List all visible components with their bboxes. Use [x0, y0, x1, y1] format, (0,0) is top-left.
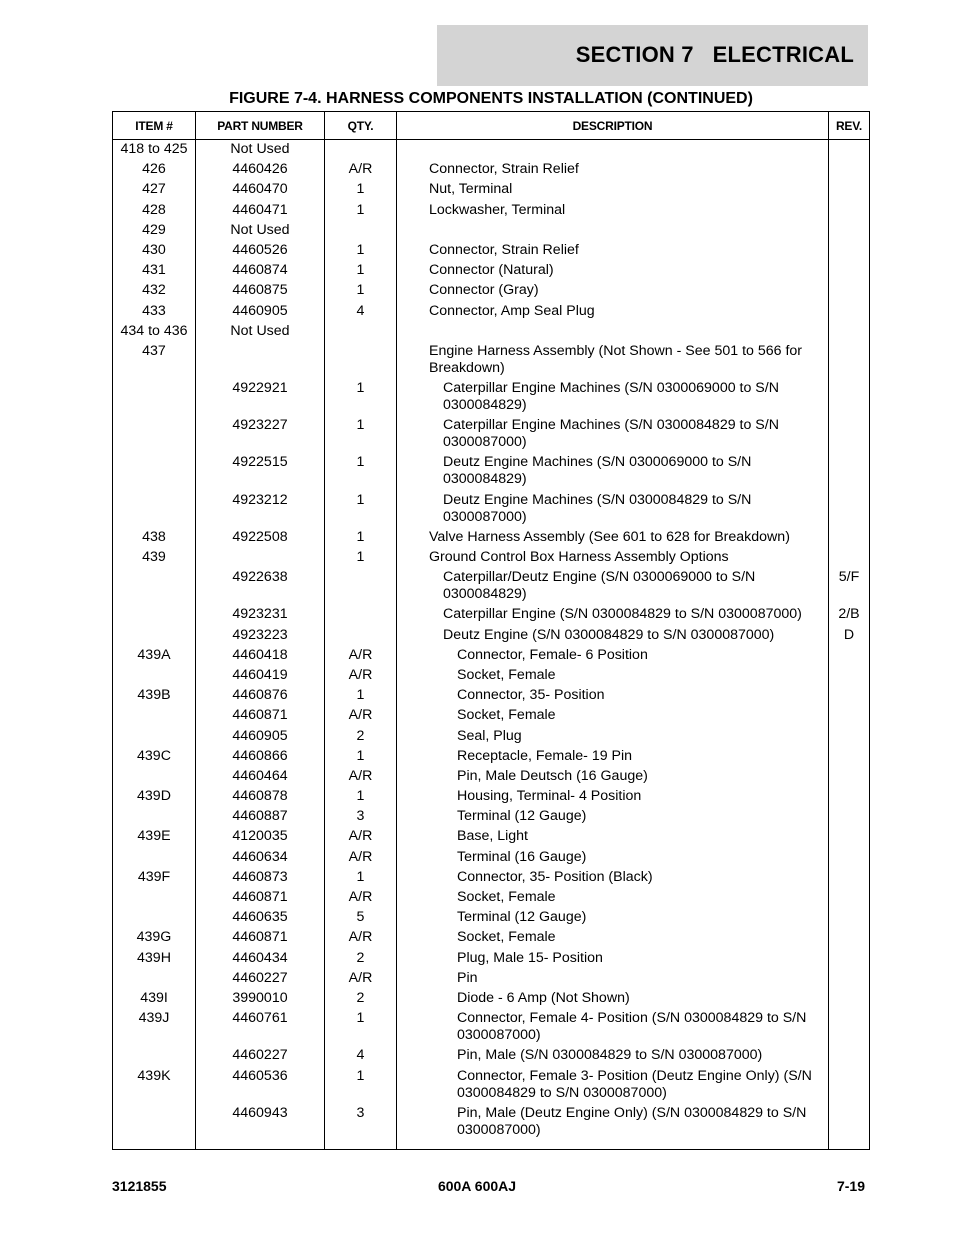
- cell-item-number: 439H: [113, 948, 196, 968]
- cell-description: Deutz Engine Machines (S/N 0300069000 to S/N 0300084829): [397, 453, 829, 490]
- table-row: [113, 453, 870, 490]
- cell-item-number: 429: [113, 220, 196, 240]
- table-row: [113, 301, 870, 321]
- cell-description: Connector, Female 3- Position (Deutz Engine Only) (S/N 0300084829 to S/N 0300087000): [397, 1066, 829, 1103]
- cell-quantity: 2: [325, 988, 397, 1008]
- cell-item-number: [113, 766, 196, 786]
- footer-doc-number: 3121855: [112, 1178, 167, 1194]
- cell-item-number: [113, 625, 196, 645]
- table-row: [113, 867, 870, 887]
- cell-item-number: [113, 726, 196, 746]
- cell-item-number: 439D: [113, 786, 196, 806]
- table-row: [113, 928, 870, 948]
- cell-quantity: 1: [325, 786, 397, 806]
- cell-item-number: [113, 1103, 196, 1149]
- cell-revision: [829, 908, 870, 928]
- cell-quantity: 1: [325, 200, 397, 220]
- cell-part-number: 4460875: [196, 281, 325, 301]
- cell-item-number: 439G: [113, 928, 196, 948]
- cell-description: Connector (Gray): [397, 281, 829, 301]
- table-row: [113, 766, 870, 786]
- table-row: [113, 378, 870, 415]
- cell-item-number: 434 to 436: [113, 321, 196, 341]
- cell-description: Connector, Female 4- Position (S/N 0300084829 to S/N 0300087000): [397, 1009, 829, 1046]
- cell-revision: [829, 807, 870, 827]
- cell-description: Terminal (16 Gauge): [397, 847, 829, 867]
- table-row: [113, 568, 870, 605]
- table-row: [113, 968, 870, 988]
- cell-part-number: 4460943: [196, 1103, 325, 1149]
- cell-item-number: 439F: [113, 867, 196, 887]
- cell-revision: [829, 1066, 870, 1103]
- table-row: [113, 625, 870, 645]
- cell-part-number: 4460227: [196, 1046, 325, 1066]
- cell-item-number: 439I: [113, 988, 196, 1008]
- table-row: [113, 547, 870, 567]
- cell-quantity: A/R: [325, 706, 397, 726]
- cell-part-number: 4460878: [196, 786, 325, 806]
- cell-revision: [829, 706, 870, 726]
- cell-revision: [829, 261, 870, 281]
- table-body: [113, 140, 870, 1150]
- cell-description: Caterpillar Engine Machines (S/N 0300084829 to S/N 0300087000): [397, 416, 829, 453]
- cell-part-number: 4120035: [196, 827, 325, 847]
- cell-quantity: 1: [325, 867, 397, 887]
- table-row: [113, 1046, 870, 1066]
- cell-quantity: 4: [325, 301, 397, 321]
- table-header-row: [113, 112, 870, 140]
- cell-part-number: 4460874: [196, 261, 325, 281]
- cell-item-number: [113, 908, 196, 928]
- cell-quantity: A/R: [325, 665, 397, 685]
- cell-revision: [829, 827, 870, 847]
- cell-revision: [829, 220, 870, 240]
- cell-item-number: 439: [113, 547, 196, 567]
- cell-quantity: 1: [325, 1009, 397, 1046]
- cell-description: Pin, Male (S/N 0300084829 to S/N 0300087000): [397, 1046, 829, 1066]
- cell-part-number: 4922508: [196, 527, 325, 547]
- table-row: [113, 605, 870, 625]
- table-row: [113, 1009, 870, 1046]
- column-header-description: DESCRIPTION: [397, 112, 829, 140]
- column-header-part-number: PART NUMBER: [196, 112, 325, 140]
- cell-description: Connector (Natural): [397, 261, 829, 281]
- cell-item-number: [113, 490, 196, 527]
- table-row: [113, 220, 870, 240]
- cell-description: Connector, 35- Position (Black): [397, 867, 829, 887]
- cell-description: Caterpillar Engine (S/N 0300084829 to S/N 0300087000): [397, 605, 829, 625]
- column-header-rev: REV.: [829, 112, 870, 140]
- cell-description: [397, 220, 829, 240]
- cell-item-number: 439E: [113, 827, 196, 847]
- cell-revision: [829, 281, 870, 301]
- cell-item-number: [113, 706, 196, 726]
- cell-description: Lockwasher, Terminal: [397, 200, 829, 220]
- cell-quantity: A/R: [325, 645, 397, 665]
- cell-revision: [829, 746, 870, 766]
- cell-item-number: 426: [113, 160, 196, 180]
- table-row: [113, 706, 870, 726]
- column-header-qty: QTY.: [325, 112, 397, 140]
- cell-item-number: 439K: [113, 1066, 196, 1103]
- cell-quantity: [325, 140, 397, 160]
- cell-quantity: 1: [325, 378, 397, 415]
- cell-item-number: 439J: [113, 1009, 196, 1046]
- cell-revision: [829, 847, 870, 867]
- table-row: [113, 180, 870, 200]
- cell-description: Connector, Female- 6 Position: [397, 645, 829, 665]
- cell-part-number: 4460434: [196, 948, 325, 968]
- cell-part-number: Not Used: [196, 321, 325, 341]
- cell-quantity: 4: [325, 1046, 397, 1066]
- table-row: [113, 527, 870, 547]
- cell-part-number: 4460887: [196, 807, 325, 827]
- table-row: [113, 786, 870, 806]
- cell-item-number: [113, 416, 196, 453]
- cell-part-number: 4460471: [196, 200, 325, 220]
- cell-quantity: 1: [325, 261, 397, 281]
- cell-quantity: 1: [325, 490, 397, 527]
- cell-item-number: 428: [113, 200, 196, 220]
- cell-revision: [829, 1103, 870, 1149]
- cell-quantity: 1: [325, 686, 397, 706]
- cell-item-number: 437: [113, 341, 196, 378]
- cell-quantity: [325, 220, 397, 240]
- table-row: [113, 686, 870, 706]
- cell-description: [397, 140, 829, 160]
- cell-description: Caterpillar/Deutz Engine (S/N 0300069000 to S/N 0300084829): [397, 568, 829, 605]
- cell-revision: [829, 665, 870, 685]
- cell-revision: [829, 490, 870, 527]
- cell-part-number: 4922921: [196, 378, 325, 415]
- column-header-item: ITEM #: [113, 112, 196, 140]
- cell-description: Socket, Female: [397, 928, 829, 948]
- cell-item-number: 427: [113, 180, 196, 200]
- cell-description: Deutz Engine (S/N 0300084829 to S/N 0300087000): [397, 625, 829, 645]
- cell-description: Socket, Female: [397, 706, 829, 726]
- cell-part-number: 4923223: [196, 625, 325, 645]
- table-row: [113, 321, 870, 341]
- cell-part-number: 4460871: [196, 887, 325, 907]
- cell-item-number: [113, 807, 196, 827]
- cell-item-number: [113, 378, 196, 415]
- cell-description: Base, Light: [397, 827, 829, 847]
- cell-quantity: [325, 568, 397, 605]
- table-row: [113, 490, 870, 527]
- table-row: [113, 200, 870, 220]
- cell-part-number: [196, 547, 325, 567]
- cell-part-number: 4460635: [196, 908, 325, 928]
- cell-quantity: A/R: [325, 928, 397, 948]
- cell-revision: [829, 301, 870, 321]
- cell-item-number: [113, 1046, 196, 1066]
- cell-description: [397, 321, 829, 341]
- cell-quantity: 2: [325, 726, 397, 746]
- table-row: [113, 240, 870, 260]
- table-row: [113, 908, 870, 928]
- cell-quantity: A/R: [325, 827, 397, 847]
- cell-item-number: 433: [113, 301, 196, 321]
- cell-item-number: 439A: [113, 645, 196, 665]
- cell-revision: [829, 321, 870, 341]
- section-title: SECTION 7 ELECTRICAL: [575, 42, 854, 67]
- cell-quantity: 1: [325, 453, 397, 490]
- cell-part-number: 4460871: [196, 928, 325, 948]
- cell-quantity: 1: [325, 527, 397, 547]
- cell-part-number: Not Used: [196, 140, 325, 160]
- cell-part-number: 4460905: [196, 301, 325, 321]
- cell-description: Caterpillar Engine Machines (S/N 0300069000 to S/N 0300084829): [397, 378, 829, 415]
- cell-quantity: [325, 625, 397, 645]
- table-row: [113, 746, 870, 766]
- table-row: [113, 948, 870, 968]
- cell-revision: [829, 547, 870, 567]
- cell-description: Socket, Female: [397, 887, 829, 907]
- cell-quantity: A/R: [325, 887, 397, 907]
- footer-models: 600A 600AJ: [437, 1178, 517, 1194]
- cell-quantity: [325, 605, 397, 625]
- cell-quantity: 1: [325, 180, 397, 200]
- cell-quantity: 2: [325, 948, 397, 968]
- cell-description: Terminal (12 Gauge): [397, 908, 829, 928]
- footer-page-number: 7-19: [836, 1178, 865, 1194]
- cell-part-number: 4460536: [196, 1066, 325, 1103]
- cell-revision: 2/B: [829, 605, 870, 625]
- table-row: [113, 261, 870, 281]
- cell-item-number: [113, 847, 196, 867]
- cell-item-number: [113, 453, 196, 490]
- cell-quantity: 1: [325, 1066, 397, 1103]
- cell-item-number: 439B: [113, 686, 196, 706]
- cell-quantity: 3: [325, 1103, 397, 1149]
- cell-part-number: 4460418: [196, 645, 325, 665]
- cell-part-number: 3990010: [196, 988, 325, 1008]
- cell-item-number: [113, 968, 196, 988]
- cell-revision: [829, 645, 870, 665]
- table-row: [113, 160, 870, 180]
- cell-part-number: [196, 341, 325, 378]
- cell-quantity: A/R: [325, 766, 397, 786]
- table-row: [113, 827, 870, 847]
- cell-quantity: 1: [325, 547, 397, 567]
- cell-item-number: [113, 605, 196, 625]
- cell-quantity: 5: [325, 908, 397, 928]
- cell-description: Ground Control Box Harness Assembly Options: [397, 547, 829, 567]
- table-row: [113, 281, 870, 301]
- cell-description: Connector, Strain Relief: [397, 240, 829, 260]
- cell-revision: [829, 928, 870, 948]
- cell-revision: [829, 686, 870, 706]
- cell-item-number: [113, 568, 196, 605]
- cell-revision: [829, 887, 870, 907]
- cell-part-number: 4460761: [196, 1009, 325, 1046]
- cell-item-number: 439C: [113, 746, 196, 766]
- cell-description: Pin: [397, 968, 829, 988]
- cell-part-number: 4923231: [196, 605, 325, 625]
- cell-item-number: 438: [113, 527, 196, 547]
- cell-description: Deutz Engine Machines (S/N 0300084829 to S/N 0300087000): [397, 490, 829, 527]
- cell-part-number: Not Used: [196, 220, 325, 240]
- cell-quantity: A/R: [325, 847, 397, 867]
- cell-part-number: 4460526: [196, 240, 325, 260]
- cell-revision: D: [829, 625, 870, 645]
- cell-revision: [829, 867, 870, 887]
- cell-description: Seal, Plug: [397, 726, 829, 746]
- cell-revision: [829, 766, 870, 786]
- table-row: [113, 887, 870, 907]
- table-row: [113, 140, 870, 160]
- cell-revision: [829, 140, 870, 160]
- cell-part-number: 4460634: [196, 847, 325, 867]
- cell-revision: [829, 786, 870, 806]
- cell-revision: [829, 240, 870, 260]
- figure-title: FIGURE 7-4. HARNESS COMPONENTS INSTALLATION (CONTINUED): [229, 90, 753, 107]
- cell-item-number: 431: [113, 261, 196, 281]
- table-row: [113, 341, 870, 378]
- cell-part-number: 4923212: [196, 490, 325, 527]
- parts-table: [112, 111, 870, 1150]
- cell-part-number: 4460871: [196, 706, 325, 726]
- table-row: [113, 726, 870, 746]
- cell-revision: [829, 527, 870, 547]
- cell-revision: [829, 968, 870, 988]
- cell-description: Connector, Strain Relief: [397, 160, 829, 180]
- cell-description: Socket, Female: [397, 665, 829, 685]
- cell-quantity: A/R: [325, 160, 397, 180]
- cell-description: Connector, Amp Seal Plug: [397, 301, 829, 321]
- table-row: [113, 988, 870, 1008]
- table-row: [113, 847, 870, 867]
- cell-description: Connector, 35- Position: [397, 686, 829, 706]
- cell-quantity: [325, 341, 397, 378]
- cell-description: Terminal (12 Gauge): [397, 807, 829, 827]
- cell-revision: [829, 200, 870, 220]
- cell-revision: [829, 453, 870, 490]
- table-row: [113, 416, 870, 453]
- cell-description: Housing, Terminal- 4 Position: [397, 786, 829, 806]
- cell-revision: [829, 416, 870, 453]
- cell-quantity: [325, 321, 397, 341]
- table-row: [113, 645, 870, 665]
- cell-revision: [829, 378, 870, 415]
- cell-part-number: 4460873: [196, 867, 325, 887]
- table-row: [113, 807, 870, 827]
- cell-revision: [829, 726, 870, 746]
- cell-description: Pin, Male Deutsch (16 Gauge): [397, 766, 829, 786]
- cell-part-number: 4460866: [196, 746, 325, 766]
- cell-revision: [829, 180, 870, 200]
- cell-revision: [829, 948, 870, 968]
- cell-item-number: [113, 887, 196, 907]
- cell-quantity: 3: [325, 807, 397, 827]
- cell-part-number: 4922638: [196, 568, 325, 605]
- cell-description: Pin, Male (Deutz Engine Only) (S/N 0300084829 to S/N 0300087000): [397, 1103, 829, 1149]
- cell-revision: [829, 341, 870, 378]
- cell-quantity: 1: [325, 746, 397, 766]
- cell-part-number: 4460905: [196, 726, 325, 746]
- cell-part-number: 4460419: [196, 665, 325, 685]
- cell-quantity: A/R: [325, 968, 397, 988]
- cell-revision: [829, 988, 870, 1008]
- cell-description: Nut, Terminal: [397, 180, 829, 200]
- cell-part-number: 4922515: [196, 453, 325, 490]
- section-header: [437, 25, 868, 86]
- cell-quantity: 1: [325, 240, 397, 260]
- cell-part-number: 4923227: [196, 416, 325, 453]
- cell-description: Diode - 6 Amp (Not Shown): [397, 988, 829, 1008]
- cell-item-number: 430: [113, 240, 196, 260]
- table-row: [113, 1066, 870, 1103]
- cell-quantity: 1: [325, 281, 397, 301]
- cell-revision: [829, 160, 870, 180]
- cell-part-number: 4460876: [196, 686, 325, 706]
- table-row: [113, 665, 870, 685]
- cell-item-number: [113, 665, 196, 685]
- table-row: [113, 1103, 870, 1149]
- cell-item-number: 418 to 425: [113, 140, 196, 160]
- cell-description: Valve Harness Assembly (See 601 to 628 for Breakdown): [397, 527, 829, 547]
- cell-description: Engine Harness Assembly (Not Shown - See 501 to 566 for Breakdown): [397, 341, 829, 378]
- cell-revision: 5/F: [829, 568, 870, 605]
- cell-part-number: 4460464: [196, 766, 325, 786]
- cell-description: Plug, Male 15- Position: [397, 948, 829, 968]
- cell-revision: [829, 1046, 870, 1066]
- cell-quantity: 1: [325, 416, 397, 453]
- cell-description: Receptacle, Female- 19 Pin: [397, 746, 829, 766]
- cell-revision: [829, 1009, 870, 1046]
- cell-part-number: 4460470: [196, 180, 325, 200]
- cell-part-number: 4460227: [196, 968, 325, 988]
- cell-part-number: 4460426: [196, 160, 325, 180]
- cell-item-number: 432: [113, 281, 196, 301]
